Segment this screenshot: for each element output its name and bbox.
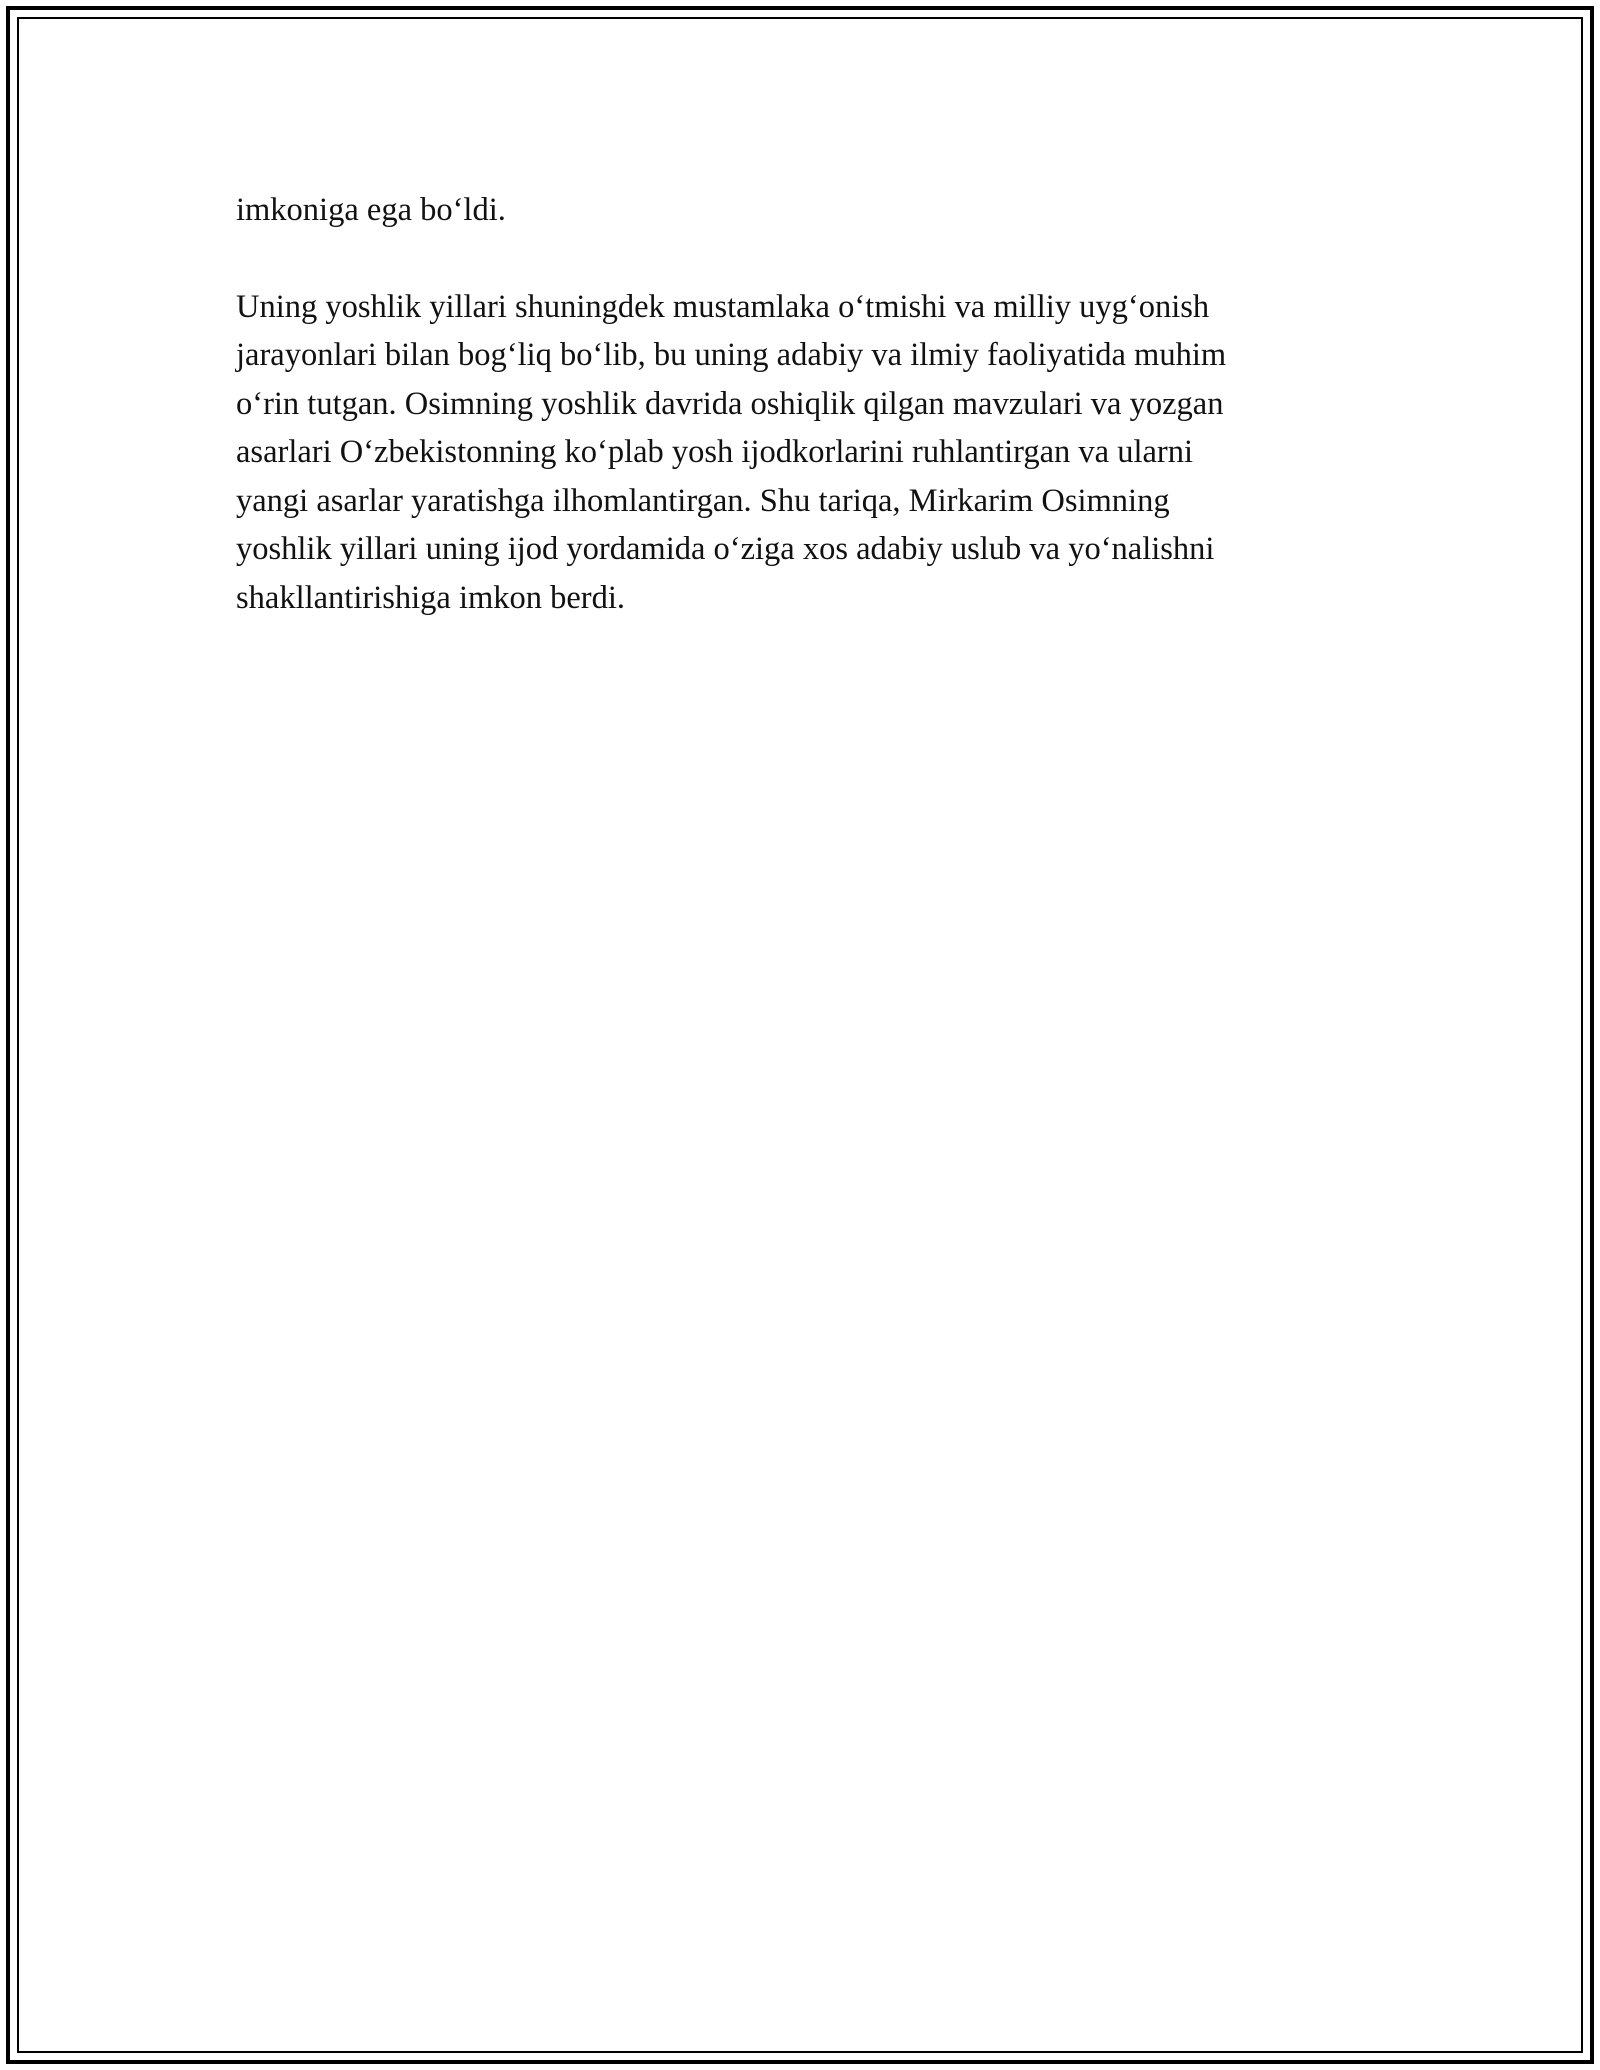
text-line: yoshlik yillari uning ijod yordamida o‘ziga xos adabiy uslub va yo‘nalishni xyxy=(236,531,1215,567)
text-line: imkoniga ega bo‘ldi. xyxy=(236,192,506,228)
text-line: yangi asarlar yaratishga ilhomlantirgan. Shu tariqa, Mirkarim Osimning xyxy=(236,482,1170,519)
text-line: o‘rin tutgan. Osimning yoshlik davrida oshiqlik qilgan mavzulari va yozgan xyxy=(236,385,1224,422)
paragraph-continuation xyxy=(236,186,1386,235)
paragraph-youth-years xyxy=(236,283,1386,623)
page-content xyxy=(236,186,1386,622)
text-line: asarlari O‘zbekistonning ko‘plab yosh ijodkorlarini ruhlantirgan va ularni xyxy=(236,434,1194,470)
text-line: jarayonlari bilan bog‘liq bo‘lib, bu uning adabiy va ilmiy faoliyatida muhim xyxy=(236,337,1227,373)
text-line: Uning yoshlik yillari shuningdek mustamlaka o‘tmishi va milliy uyg‘onish xyxy=(236,288,1210,325)
text-line: shakllantirishiga imkon berdi. xyxy=(236,579,626,616)
